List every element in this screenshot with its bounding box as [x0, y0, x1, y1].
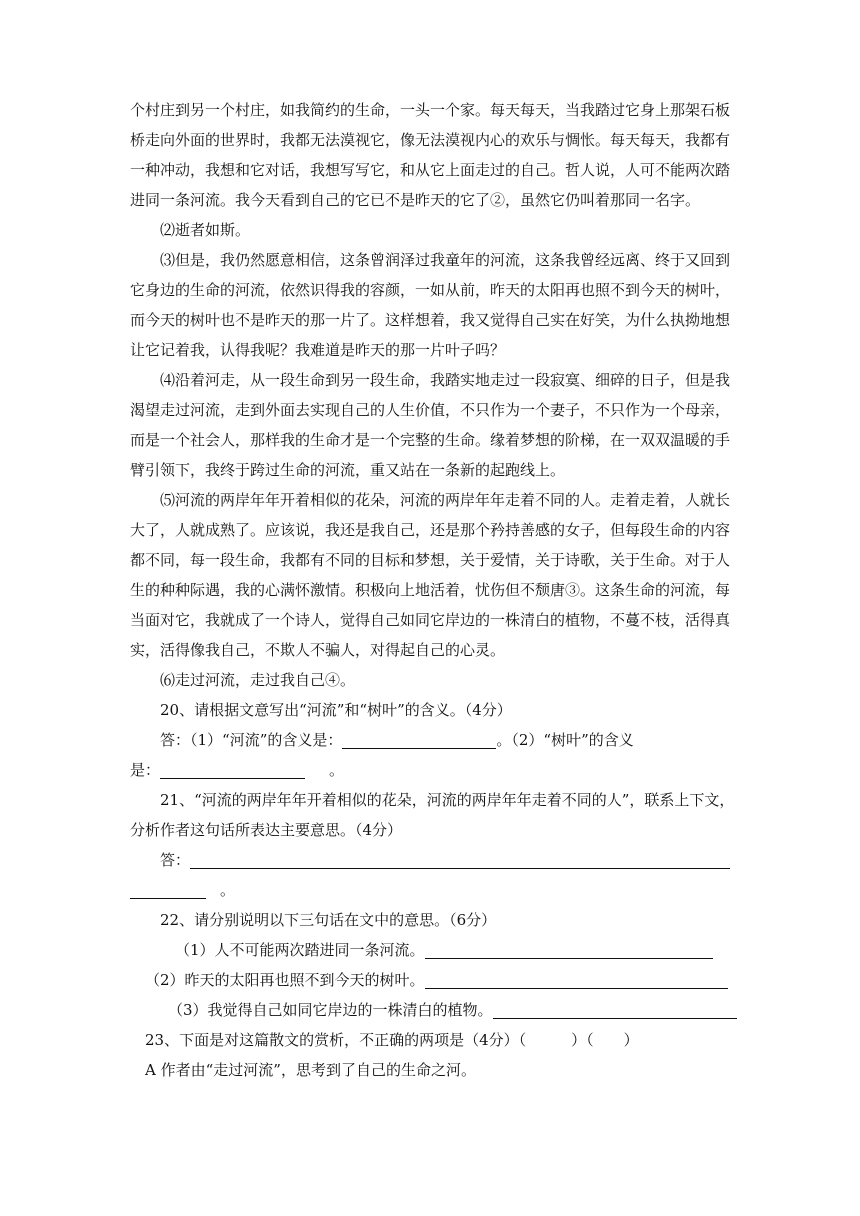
question-23-prompt: 23、下面是对这篇散文的赏析，不正确的两项是（4分）（ ）（ ） — [145, 1031, 639, 1049]
question-20-answer-line-2 — [130, 755, 730, 785]
passage-paragraph-6: ⑹走过河流，走过我自己④。 — [160, 671, 356, 689]
question-21-prompt-line-1: 21、“河流的两岸年年开着相似的花朵，河流的两岸年年走着不同的人”，联系上下文， — [160, 791, 735, 809]
q21-answer-blank-2[interactable] — [130, 880, 206, 899]
q21-answer-label: 答： — [160, 851, 191, 869]
passage-paragraph-4: ⑷沿着河走，从一段生命到另一段生命，我踏实地走过一段寂寞、细碎的日子，但是我渴望走过河流，走到外面去实现自己的人生价值，不只作为一个妻子，不只作为一个母亲，而是一个社会人，那样我的生命才是一个完整的生命。缘着梦想的阶梯，在一双双温暖的手臂引领下，我终于跨过生命的河流，重又站在一条新的起跑线上。 — [130, 371, 731, 479]
q20-answer-label-3: 是： — [130, 761, 161, 779]
question-21-prompt-line-2: 分析作者这句话所表达主要意思。（4分） — [130, 821, 403, 839]
q20-answer-blank-1[interactable] — [342, 730, 496, 749]
passage-paragraph-continued: 个村庄到另一个村庄，如我简约的生命，一头一个家。每天每天，当我踏过它身上那架石板桥走向外面的世界时，我都无法漠视它，像无法漠视内心的欢乐与惆怅。每天每天，我都有一种冲动，我想和它对话，我想写写它，和从它上面走过的自己。哲人说，人可不能两次踏进同一条河流。我今天看到自己的它已不是昨天的它了②，虽然它仍叫着那同一名字。 — [130, 101, 731, 209]
question-21-answer-line-2 — [130, 875, 730, 905]
q21-answer-blank-1[interactable] — [190, 850, 730, 869]
question-21-answer-line-1 — [130, 845, 730, 875]
q22-sentence-3-text: （3）我觉得自己如同它岸边的一株清白的植物。 — [168, 1001, 493, 1019]
passage-paragraph-3: ⑶但是，我仍然愿意相信，这条曾润泽过我童年的河流，这条我曾经远离、终于又回到它身边的生命的河流，依然识得我的容颜，一如从前，昨天的太阳再也照不到今天的树叶，而今天的树叶也不是昨天的那一片了。这样想着，我又觉得自己实在好笑，为什么执拗地想让它记着我，认得我呢？我难道是昨天的那一片叶子吗？ — [130, 251, 731, 359]
q20-answer-label-1: 答：（1）“河流”的含义是： — [160, 731, 343, 749]
q22-answer-blank-1[interactable] — [425, 940, 713, 959]
question-22-prompt: 22、请分别说明以下三句话在文中的意思。（6分） — [160, 911, 497, 929]
q21-answer-end: 。 — [220, 881, 236, 899]
question-22-sentence-2 — [130, 965, 730, 995]
passage-paragraph-5: ⑸河流的两岸年年开着相似的花朵，河流的两岸年年走着不同的人。走着走着，人就长大了，人就成熟了。应该说，我还是我自己，还是那个矜持善感的女子，但每段生命的内容都不同，每一段生命，我都有不同的目标和梦想，关于爱情，关于诗歌，关于生命。对于人生的种种际遇，我的心满怀激情。积极向上地活着，忧伤但不颓唐③。这条生命的河流，每当面对它，我就成了一个诗人，觉得自己如同它岸边的一株清白的植物，不蔓不枝，活得真实，活得像我自己，不欺人不骗人，对得起自己的心灵。 — [130, 491, 731, 659]
q22-answer-blank-2[interactable] — [425, 970, 728, 989]
q20-answer-blank-2[interactable] — [160, 760, 305, 779]
question-20-answer-line-1 — [130, 725, 730, 755]
question-23-option-a: A 作者由“走过河流”，思考到了自己的生命之河。 — [145, 1061, 476, 1079]
q20-answer-end: 。 — [329, 761, 345, 779]
document-page — [130, 95, 735, 1085]
question-20-prompt: 20、请根据文意写出“河流”和“树叶”的含义。（4分） — [160, 701, 512, 719]
question-22-sentence-1 — [130, 935, 730, 965]
q22-sentence-2-text: （2）昨天的太阳再也照不到今天的树叶。 — [145, 971, 425, 989]
passage-paragraph-2: ⑵逝者如斯。 — [160, 221, 251, 239]
q20-answer-label-2: 。（2）“树叶”的含义 — [496, 731, 634, 749]
q22-sentence-1-text: （1）人不可能两次踏进同一条河流。 — [175, 941, 425, 959]
question-22-sentence-3 — [130, 995, 730, 1025]
q22-answer-blank-3[interactable] — [493, 1000, 737, 1019]
